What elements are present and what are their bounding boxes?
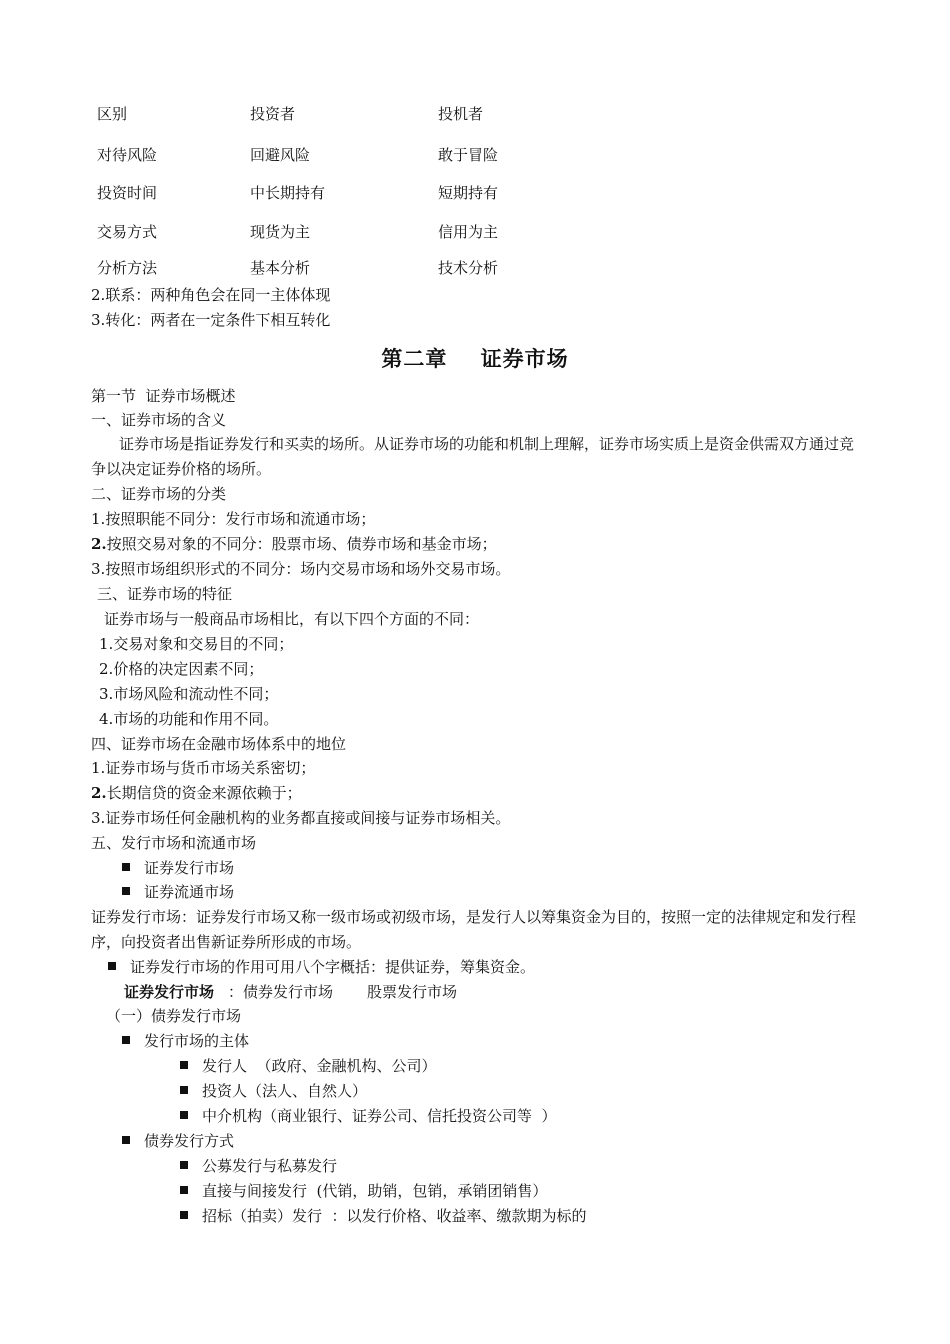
bullet-item [122,882,234,902]
item-text: 长期信贷的资金来源依赖于； [106,784,302,802]
list-item [91,808,510,828]
bullet-text: 债券发行方式 [144,1132,235,1150]
bullet-text: 直接与间接发行 (代销，助销，包销，承销团销售） [202,1182,548,1200]
square-bullet-icon [108,962,116,970]
square-bullet-icon [180,1211,188,1219]
table-cell: 回避风险 [250,146,311,164]
item-number: 4. [99,710,114,728]
bullet-text: 发行人 （政府、金融机构、公司） [202,1057,437,1075]
square-bullet-icon [122,1136,130,1144]
bullet-text: 发行市场的主体 [144,1032,250,1050]
sub-bullet-item [180,1206,587,1226]
list-item [91,509,375,529]
separator: ： [228,983,244,1001]
bullet-text: 证券发行市场 [144,859,235,877]
square-bullet-icon [180,1161,188,1169]
table-cell: 交易方式 [97,223,158,241]
list-item [91,783,302,803]
sub-bullet-item [180,1156,337,1176]
note-text: 联系：两种角色会在同一主体体现 [105,286,331,304]
list-item [99,709,278,729]
bullet-item [122,1031,249,1051]
item-text: 证券市场任何金融机构的业务都直接或间接与证券市场相关。 [105,809,511,827]
table-cell: 分析方法 [97,259,158,277]
list-item [99,684,278,704]
subsection-heading: 一、证券市场的含义 [91,411,227,429]
square-bullet-icon [122,887,130,895]
list-item [99,634,293,654]
issue-types-label: 证券发行市场 [124,983,215,1001]
table-cell: 技术分析 [438,259,499,277]
note-number: 3. [91,311,106,329]
table-cell: 敢于冒险 [438,146,499,164]
list-item [91,559,510,579]
item-number: 2. [99,660,114,678]
item-number: 3. [99,685,114,703]
sub-bullet-item [180,1181,547,1201]
square-bullet-icon [122,1036,130,1044]
square-bullet-icon [122,863,130,871]
item-number: 2. [91,535,107,553]
subsection-heading: 五、发行市场和流通市场 [91,834,257,852]
item-number: 1. [91,759,106,777]
item-text: 价格的决定因素不同； [113,660,264,678]
table-cell: 基本分析 [250,259,311,277]
list-item [99,659,263,679]
table-cell: 投资时间 [97,184,158,202]
sub-bullet-item [180,1106,557,1126]
note-transformation [91,310,330,330]
table-cell: 中长期持有 [250,184,326,202]
item-text: 市场的功能和作用不同。 [113,710,279,728]
item-number: 2. [91,784,107,802]
item-number: 3. [91,560,106,578]
bullet-text: 投资人（法人、自然人） [202,1082,368,1100]
item-text: 按照职能不同分：发行市场和流通市场； [105,510,376,528]
list-item [91,758,315,778]
sub-bullet-item [180,1081,367,1101]
item-text: 证券市场与货币市场关系密切； [105,759,316,777]
issue-definition-paragraph: 证券发行市场：证券发行市场又称一级市场或初级市场，是发行人以筹集资金为目的，按照一定的法律规定和发行程序，向投资者出售新证券所形成的市场。 [91,908,857,951]
bullet-item [122,1131,234,1151]
square-bullet-icon [180,1186,188,1194]
subsection-heading: 四、证券市场在金融市场体系中的地位 [91,735,347,753]
list-item [91,534,497,554]
chapter-title: 第二章 证券市场 [381,346,569,371]
bullet-text: 证券发行市场的作用可用八个字概括：提供证券，筹集资金。 [130,958,536,976]
issue-type: 债券发行市场 [243,983,334,1001]
square-bullet-icon [180,1061,188,1069]
table-header-cell: 投资者 [250,105,296,123]
bullet-text: 招标（拍卖）发行 ：以发行价格、收益率、缴款期为标的 [202,1207,587,1225]
table-cell: 对待风险 [97,146,158,164]
table-header-cell: 投机者 [438,105,484,123]
bullet-text: 公募发行与私募发行 [202,1157,338,1175]
square-bullet-icon [180,1086,188,1094]
item-number: 1. [91,510,106,528]
item-text: 市场风险和流动性不同； [113,685,279,703]
square-bullet-icon [180,1111,188,1119]
note-relation [91,285,330,305]
subsection-heading: 二、证券市场的分类 [91,485,227,503]
note-text: 转化：两者在一定条件下相互转化 [105,311,331,329]
bullet-text: 中介机构（商业银行、证券公司、信托投资公司等 ） [202,1107,557,1125]
issue-types-line [124,982,457,1002]
table-cell: 信用为主 [438,223,499,241]
bullet-item [122,858,234,878]
table-cell: 现货为主 [250,223,311,241]
item-text: 按照交易对象的不同分：股票市场、债券市场和基金市场； [106,535,497,553]
bullet-item [108,957,535,977]
bullet-text: 证券流通市场 [144,883,235,901]
issue-type: 股票发行市场 [367,983,458,1001]
table-cell: 短期持有 [438,184,499,202]
definition-paragraph: 证券市场是指证券发行和买卖的场所。从证券市场的功能和机制上理解，证券市场实质上是资金供需双方通过竞争以决定证券价格的场所。 [91,435,855,478]
item-text: 按照市场组织形式的不同分：场内交易市场和场外交易市场。 [105,560,511,578]
subsection-heading: （一）债券发行市场 [106,1007,242,1025]
sub-bullet-item [180,1056,437,1076]
table-header-cell: 区别 [97,105,128,123]
note-number: 2. [91,286,106,304]
intro-text: 证券市场与一般商品市场相比，有以下四个方面的不同： [104,610,480,628]
subsection-heading: 三、证券市场的特征 [97,585,233,603]
item-number: 3. [91,809,106,827]
section-heading: 第一节 证券市场概述 [91,387,236,405]
item-number: 1. [99,635,114,653]
item-text: 交易对象和交易目的不同； [113,635,294,653]
